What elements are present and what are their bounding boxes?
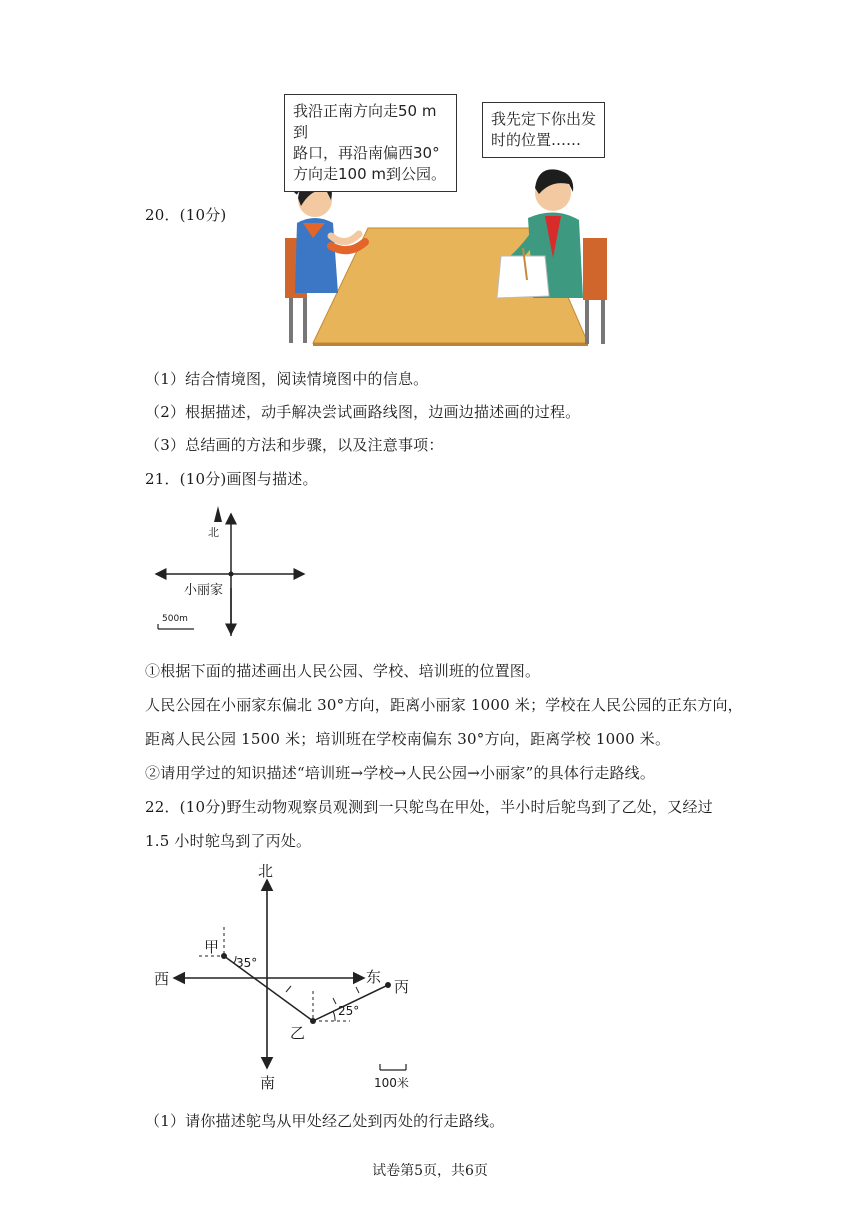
- q21-line-4: ②请用学过的知识描述“培训班→学校→人民公园→小丽家”的具体行走路线。: [145, 764, 656, 782]
- q22-scale-label: 100米: [374, 1076, 409, 1090]
- q21-line-3: 距离人民公园 1500 米；培训班在学校南偏东 30°方向，距离学校 1000 米。: [145, 730, 671, 748]
- q21-center-label: 小丽家: [184, 583, 224, 598]
- q22-item-1: （1）请你描述鸵鸟从甲处经乙处到丙处的行走路线。: [145, 1112, 505, 1130]
- q20-item-3: （3）总结画的方法和步骤，以及注意事项：: [145, 436, 444, 454]
- q22-jia-label: 甲: [204, 938, 220, 956]
- north-arrow-icon: [214, 506, 222, 522]
- q22-line-2: 1.5 小时鸵鸟到了丙处。: [145, 832, 312, 850]
- q21-header: 21．(10分)画图与描述。: [145, 470, 318, 488]
- q21-north-label: 北: [208, 526, 219, 539]
- q21-line-2: 人民公园在小丽家东偏北 30°方向，距离小丽家 1000 米；学校在人民公园的正东方向，: [145, 696, 743, 714]
- q20-header: 20．(10分): [145, 206, 227, 224]
- q21-scale-label: 500m: [162, 614, 188, 624]
- girl-speech-bubble: [284, 94, 457, 192]
- q22-yi-label: 乙: [290, 1024, 306, 1042]
- boy-speech-bubble: [482, 102, 605, 158]
- girl-speech-line-1: 我沿正南方向走50 m到: [293, 102, 437, 141]
- q22-east-label: 东: [366, 968, 382, 986]
- girl-speech-line-3: 方向走100 m到公园。: [293, 165, 447, 183]
- girl-speech-line-2: 路口，再沿南偏西30°: [293, 144, 440, 162]
- q22-angle-35-label: 35°: [236, 956, 258, 970]
- q20-item-2: （2）根据描述，动手解决尝试画路线图，边画边描述画的过程。: [145, 403, 581, 421]
- home-point: [229, 572, 234, 577]
- q22-bing-label: 丙: [394, 978, 410, 996]
- q21-line-1: ①根据下面的描述画出人民公园、学校、培训班的位置图。: [145, 662, 541, 680]
- q22-west-label: 西: [154, 970, 170, 988]
- q22-south-label: 南: [260, 1074, 276, 1092]
- q22-north-label: 北: [258, 862, 274, 880]
- q21-compass-figure: [150, 498, 310, 643]
- q22-route-figure: [150, 858, 430, 1096]
- page-footer: 试卷第5页，共6页: [372, 1163, 488, 1179]
- boy-speech-line-1: 我先定下你出发: [491, 110, 597, 128]
- bing-point: [385, 982, 391, 988]
- q22-line-1: 22．(10分)野生动物观察员观测到一只鸵鸟在甲处，半小时后鸵鸟到了乙处，又经过: [145, 798, 713, 816]
- q20-item-1: （1）结合情境图，阅读情境图中的信息。: [145, 370, 429, 388]
- boy-speech-line-2: 时的位置……: [491, 131, 582, 149]
- q22-angle-25-label: 25°: [338, 1004, 360, 1018]
